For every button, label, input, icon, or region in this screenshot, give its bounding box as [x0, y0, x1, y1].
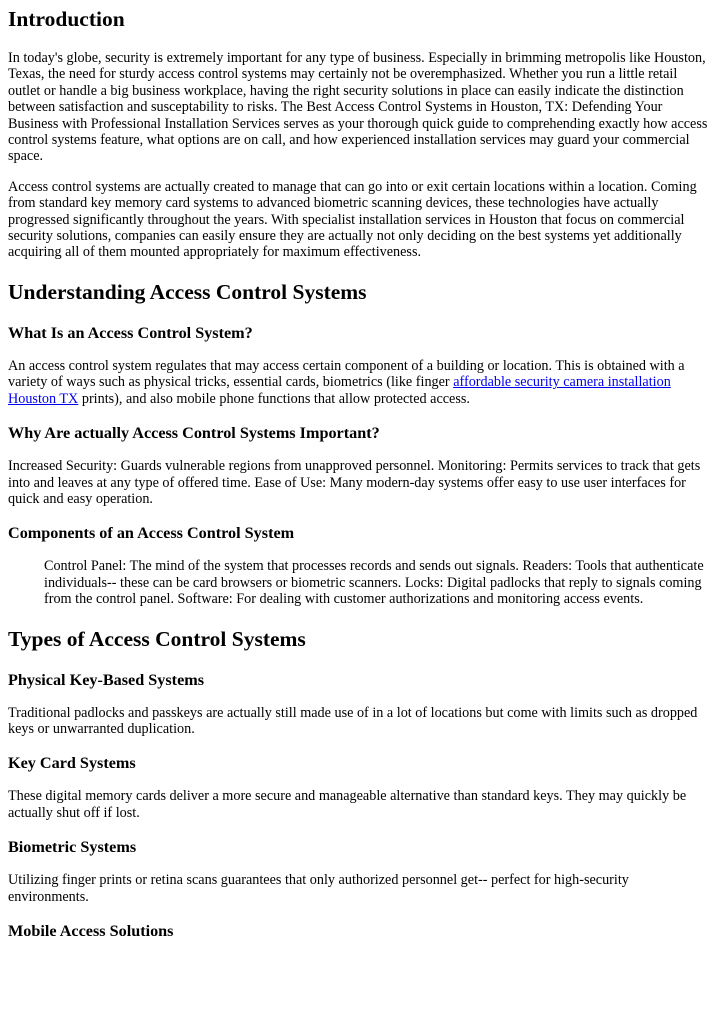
what-is-heading: What Is an Access Control System?	[8, 323, 253, 342]
key-card-heading: Key Card Systems	[8, 754, 136, 773]
biometric-heading: Biometric Systems	[8, 838, 137, 857]
biometric-paragraph: Utilizing finger prints or retina scans guarantees that only authorized personnel get-- perfect for high-security environments.	[8, 872, 629, 905]
what-is-text-after: prints), and also mobile phone functions that allow protected access.	[78, 390, 470, 407]
components-heading: Components of an Access Control System	[8, 524, 295, 543]
physical-key-heading: Physical Key-Based Systems	[8, 670, 205, 689]
security-camera-installation-link[interactable]: affordable security camera installation Houston TX	[8, 374, 671, 407]
mobile-access-heading: Mobile Access Solutions	[8, 921, 174, 940]
introduction-heading: Introduction	[8, 7, 125, 31]
introduction-paragraph-1: In today's globe, security is extremely important for any type of business. Especially in brimming metropolis like Houston, Texas, the need for sturdy access control systems may certainly not be overemphasized. Whether you run a little retail outlet or handle a big business workplace, having the right security solutions in place can easily indicate the distinction between satisfaction and susceptability to risks. The Best Access Control Systems in Houston, TX: Defending Your Business with Professional Installation Services serves as your thorough quick guide to comprehending exactly how access control systems feature, what options are on call, and how experienced installation services may guard your commercial space.	[8, 50, 708, 165]
what-is-paragraph	[8, 358, 712, 407]
what-is-text-before: An access control system regulates that may access certain component of a building or location. This is obtained with a variety of ways such as physical tricks, essential cards, biometrics (like finger	[8, 357, 685, 391]
components-blockquote: Control Panel: The mind of the system that processes records and sends out signals. Readers: Tools that authenticate individuals-- these can be card browsers or biometric scanners. Locks: Digital padlocks that reply to signals coming from the control panel. Software: For dealing with customer authorizations and monitoring access events.	[44, 558, 704, 608]
why-important-heading: Why Are actually Access Control Systems Important?	[8, 424, 380, 443]
physical-key-paragraph: Traditional padlocks and passkeys are actually still made use of in a lot of locations but come with limits such as dropped keys or unwarranted duplication.	[8, 704, 698, 737]
understanding-heading: Understanding Access Control Systems	[8, 279, 367, 304]
types-heading: Types of Access Control Systems	[8, 626, 306, 651]
key-card-paragraph: These digital memory cards deliver a more secure and manageable alternative than standard keys. They may quickly be actually shut off if lost.	[8, 788, 687, 821]
introduction-paragraph-2: Access control systems are actually created to manage that can go into or exit certain locations within a location. Coming from standard key memory card systems to advanced biometric scanning devices, these technologies have actually progressed significantly throughout the years. With specialist installation services in Houston that focus on commercial security solutions, companies can easily ensure they are actually not only deciding on the best systems yet additionally acquiring all of them mounted appropriately for maximum effectiveness.	[8, 178, 697, 261]
why-important-paragraph: Increased Security: Guards vulnerable regions from unapproved personnel. Monitoring: Permits services to track that gets into and leaves at any type of offered time. Ease of Use: Many modern-day systems offer easy to use user interfaces for quick and easy operation.	[8, 458, 701, 507]
